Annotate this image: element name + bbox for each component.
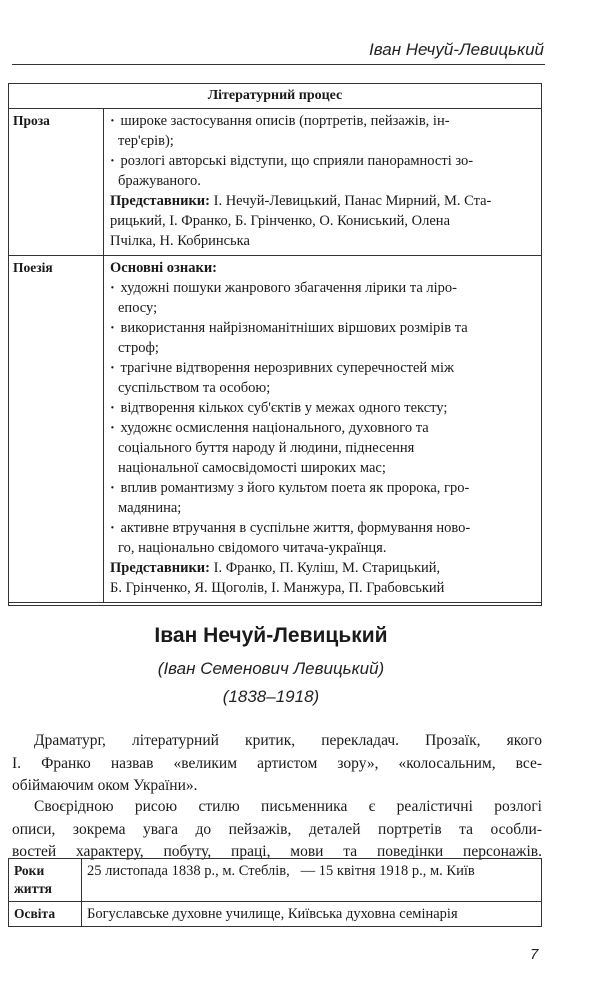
running-head-title: Іван Нечуй-Левицький (369, 40, 544, 59)
paragraph-line: Драматург, літературний критик, перекладач. Прозаїк, якого (34, 732, 542, 749)
list-item-cont: го, національно свідомого читача-українця. (118, 540, 387, 556)
list-item: · використання найрізноманітніших віршових розмірів та (110, 320, 468, 336)
prose-representatives-line: Пчілка, Н. Кобринська (110, 233, 250, 249)
poetry-representatives-line: Б. Грінченко, Я. Щоголів, І. Манжура, П. Грабовський (110, 580, 445, 596)
table-heading-row (9, 84, 542, 109)
table-row (9, 902, 542, 927)
author-real-name: (Іван Семенович Левицький) (157, 659, 385, 678)
paragraph-intro (12, 730, 542, 798)
paragraph-line: І. Франко назвав «великим артистом зору», «колосальним, все- (12, 754, 542, 772)
prose-row (9, 109, 542, 256)
list-item-cont: бражуваного. (118, 173, 201, 189)
list-item-cont: національної самосвідомості широких мас; (118, 460, 386, 476)
poetry-label: Поезія (9, 256, 104, 603)
list-item-cont: суспільством та особою; (118, 380, 271, 396)
list-item: · художнє осмислення національного, духовного та (110, 420, 429, 436)
list-item: · активне втручання в суспільне життя, формування ново- (110, 520, 471, 536)
life-years-value: 25 листопада 1838 р., м. Стеблів, — 15 квітня 1918 р., м. Київ (82, 859, 542, 902)
page-number: 7 (530, 946, 539, 963)
list-item: · художні пошуки жанрового збагачення лірики та ліро- (110, 280, 457, 296)
paragraph-line: востей характеру, побуту, праці, мови та поведінки персонажів. (12, 843, 542, 860)
education-label: Освіта (9, 902, 82, 927)
list-item-cont: мадянина; (118, 500, 182, 516)
paragraph-line: Своєрідною рисою стилю письменника є реалістичні розлогі (34, 798, 542, 815)
list-item-cont: соціального буття народу й людини, піднесення (118, 440, 415, 456)
author-title: Іван Нечуй-Левицький (154, 624, 388, 647)
life-years-label: Роки життя (9, 859, 82, 902)
poetry-representatives: Представники: І. Франко, П. Куліш, М. Старицький, (110, 560, 441, 576)
paragraph-line: описи, зокрема увага до пейзажів, деталей портретів та особли- (12, 820, 542, 838)
list-item-cont: строф; (118, 340, 159, 356)
table-bottom-spacer (9, 603, 542, 606)
table-heading: Літературний процес (9, 84, 542, 109)
header-rule (12, 64, 545, 65)
list-item: · широке застосування описів (портретів, пейзажів, ін- (110, 113, 450, 129)
poetry-content (104, 256, 542, 603)
poetry-features-label: Основні ознаки: (110, 260, 218, 276)
list-item: · розлогі авторські відступи, що сприяли панорамності зо- (110, 153, 474, 169)
list-item: · трагічне відтворення нерозривних суперечностей між (110, 360, 455, 376)
prose-label: Проза (9, 109, 104, 256)
literary-process-table (8, 83, 542, 606)
list-item: · відтворення кількох суб'єктів у межах одного тексту; (110, 400, 448, 416)
list-item-cont: тер'єрів); (118, 133, 174, 149)
prose-representatives: Представники: І. Нечуй-Левицький, Панас Мирний, М. Ста- (110, 193, 492, 209)
education-value: Богуславське духовне училище, Київська духовна семінарія (82, 902, 542, 927)
list-item-cont: епосу; (118, 300, 158, 316)
poetry-row (9, 256, 542, 603)
author-years: (1838–1918) (222, 687, 320, 706)
biography-table (8, 858, 542, 927)
list-item: · вплив романтизму з його культом поета як пророка, гро- (110, 480, 470, 496)
paragraph-line: обіймаючим оком України». (12, 777, 198, 794)
prose-content (104, 109, 542, 256)
table-row (9, 859, 542, 902)
prose-representatives-line: рицький, І. Франко, Б. Грінченко, О. Кониський, Олена (110, 213, 451, 229)
paragraph-style (12, 796, 542, 864)
